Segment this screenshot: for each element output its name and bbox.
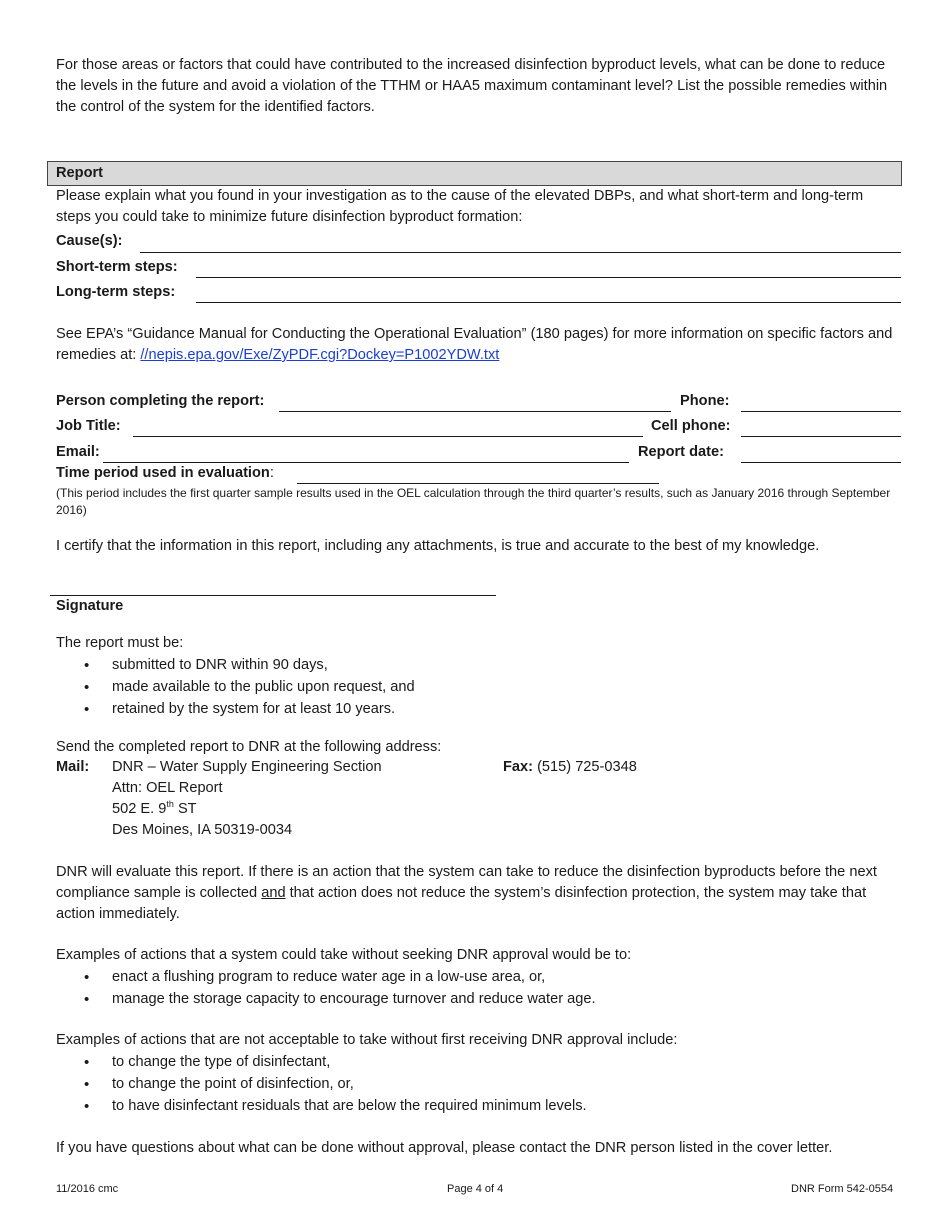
- person-field[interactable]: [279, 411, 671, 412]
- mail-label: Mail:: [56, 759, 90, 775]
- report-date-field[interactable]: [741, 462, 901, 463]
- list-item: • retained by the system for at least 10 years.: [56, 699, 901, 721]
- guidance-text: See EPA’s “Guidance Manual for Conducting the Operational Evaluation” (180 pages) for more information on specific factors and remedies at:: [56, 326, 893, 363]
- guidance-paragraph: [56, 324, 901, 366]
- certification-statement: I certify that the information in this report, including any attachments, is true and accurate to the best of my knowledge.: [56, 538, 820, 554]
- list-item: • to change the point of disinfection, or,: [56, 1074, 901, 1096]
- person-label: Person completing the report:: [56, 393, 265, 409]
- time-period-colon: :: [269, 465, 274, 481]
- list-item: • made available to the public upon request, and: [56, 677, 901, 699]
- list-item: • enact a flushing program to reduce water age in a low-use area, or,: [56, 967, 901, 989]
- fax-line: [503, 757, 637, 778]
- list-item: • manage the storage capacity to encourage turnover and reduce water age.: [56, 989, 901, 1011]
- evaluation-emphasis: and: [261, 885, 286, 901]
- long-term-field[interactable]: [196, 302, 901, 303]
- list-item: • to change the type of disinfectant,: [56, 1052, 901, 1074]
- requirements-intro: The report must be:: [56, 635, 184, 651]
- footer-page-number: Page 4 of 4: [447, 1183, 504, 1195]
- not-allowed-actions-intro: Examples of actions that are not acceptable to take without first receiving DNR approval include:: [56, 1032, 678, 1048]
- footer-form-number: DNR Form 542-0554: [791, 1183, 894, 1195]
- cell-phone-label: Cell phone:: [651, 418, 731, 434]
- footer-date: 11/2016 cmc: [56, 1183, 119, 1195]
- causes-label: Cause(s):: [56, 233, 123, 249]
- address-line-4: Des Moines, IA 50319-0034: [112, 822, 293, 838]
- evaluation-part-1: DNR will evaluate this report. If there is an action that the system can take to reduce the disinfection byproducts before the next compliance sample is collected: [56, 864, 877, 901]
- causes-field[interactable]: [140, 252, 901, 253]
- not-allowed-actions-list: [56, 1052, 901, 1118]
- job-title-label: Job Title:: [56, 418, 121, 434]
- address-line-3: [112, 799, 197, 820]
- time-period-note: (This period includes the first quarter sample results used in the OEL calculation through the third quarter’s results, such as January 2016 through September 2016): [56, 486, 891, 517]
- guidance-link[interactable]: //nepis.epa.gov/Exe/ZyPDF.cgi?Dockey=P1002YDW.txt: [140, 347, 500, 363]
- time-period-label-text: Time period used in evaluation: [56, 465, 270, 481]
- evaluation-part-2: that action does not reduce the system’s disinfection protection, the system may take that action immediately.: [56, 885, 867, 922]
- street-number: 502 E. 9: [112, 801, 167, 817]
- list-item: • to have disinfectant residuals that are below the required minimum levels.: [56, 1096, 901, 1118]
- time-period-field[interactable]: [297, 483, 659, 484]
- address-line-1: DNR – Water Supply Engineering Section: [112, 759, 382, 775]
- report-instructions: Please explain what you found in your investigation as to the cause of the elevated DBPs, and what short-term and long-term steps you could take to minimize future disinfection byproduct formation:: [56, 188, 864, 225]
- requirements-list: [56, 655, 901, 721]
- remedies-question: For those areas or factors that could have contributed to the increased disinfection byproduct levels, what can be done to reduce the levels in the future and avoid a violation of the TTHM or HAA5 maximum contaminant level? List the possible remedies within the control of the system for the identified factors.: [56, 57, 888, 115]
- ordinal-suffix: th: [166, 799, 174, 810]
- report-section-heading: Report: [47, 161, 902, 186]
- email-label: Email:: [56, 444, 100, 460]
- list-item: • submitted to DNR within 90 days,: [56, 655, 901, 677]
- address-intro: Send the completed report to DNR at the following address:: [56, 739, 442, 755]
- questions-contact: If you have questions about what can be done without approval, please contact the DNR person listed in the cover letter.: [56, 1140, 833, 1156]
- allowed-actions-list: [56, 967, 901, 1011]
- long-term-label: Long-term steps:: [56, 284, 176, 300]
- address-line-2: Attn: OEL Report: [112, 780, 223, 796]
- evaluation-paragraph: [56, 862, 906, 925]
- cell-phone-field[interactable]: [741, 436, 901, 437]
- report-date-label: Report date:: [638, 444, 724, 460]
- phone-field[interactable]: [741, 411, 901, 412]
- short-term-field[interactable]: [196, 277, 901, 278]
- street-suffix: ST: [173, 801, 197, 817]
- short-term-label: Short-term steps:: [56, 259, 178, 275]
- allowed-actions-intro: Examples of actions that a system could take without seeking DNR approval would be to:: [56, 947, 632, 963]
- time-period-label: [56, 463, 274, 484]
- job-title-field[interactable]: [133, 436, 643, 437]
- fax-value: (515) 725-0348: [533, 759, 637, 775]
- signature-label: Signature: [56, 598, 124, 614]
- fax-label: Fax:: [503, 759, 534, 775]
- phone-label: Phone:: [680, 393, 730, 409]
